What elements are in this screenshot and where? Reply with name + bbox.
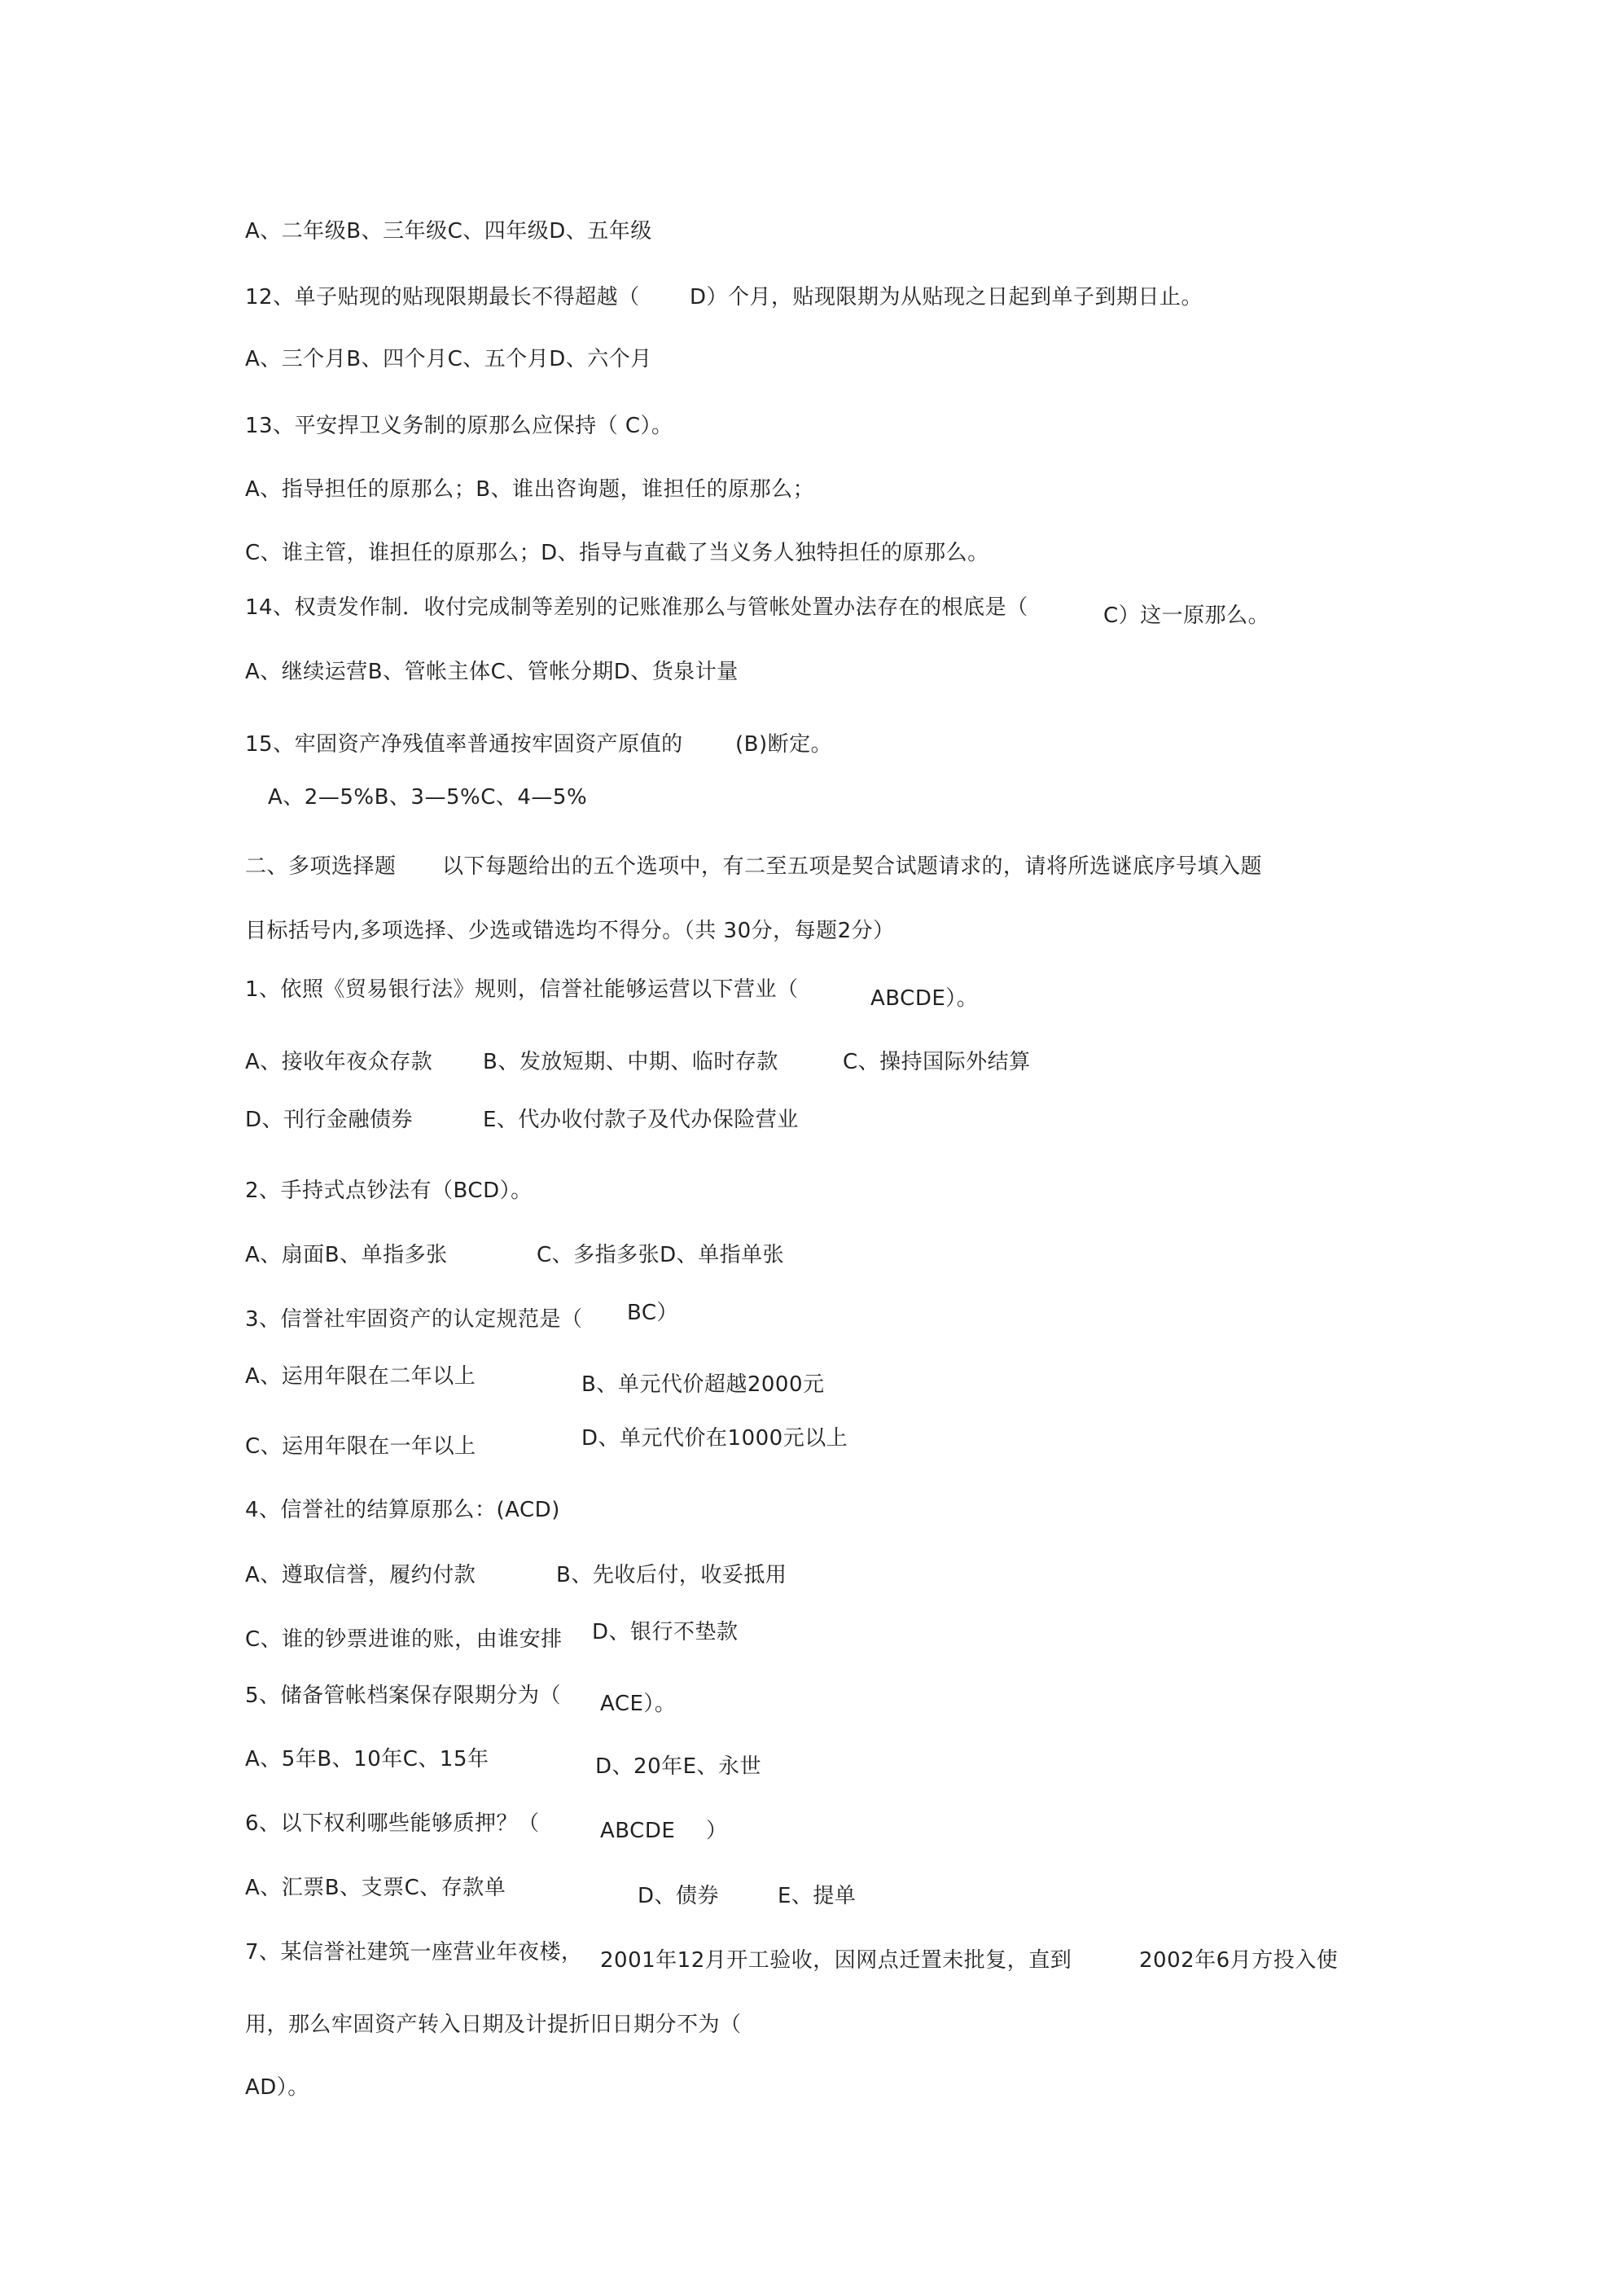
text-line: B、单元代价超越2000元 xyxy=(581,1372,825,1397)
text-line: C、谁主管，谁担任的原那么；D、指导与直截了当义务人独特担任的原那么。 xyxy=(245,541,989,565)
text-line: E、提单 xyxy=(778,1884,857,1908)
text-line: A、指导担任的原那么；B、谁出咨询题，谁担任的原那么； xyxy=(245,477,815,502)
text-line: A、汇票B、支票C、存款单 xyxy=(245,1876,506,1900)
text-line: A、二年级B、三年级C、四年级D、五年级 xyxy=(245,219,652,244)
text-line: 2002年6月方投入使 xyxy=(1139,1948,1339,1973)
text-line: D、刊行金融债券 xyxy=(245,1108,414,1132)
text-line: 2001年12月开工验收，因网点迁置未批复，直到 xyxy=(600,1948,1072,1973)
text-line: D、债券 xyxy=(638,1884,720,1908)
text-line: A、继续运营B、管帐主体C、管帐分期D、货泉计量 xyxy=(245,660,739,684)
text-line: 目标括号内,多项选择、少选或错选均不得分。（共 30分，每题2分） xyxy=(245,919,895,943)
text-line: 2、手持式点钞法有（BCD）。 xyxy=(245,1179,533,1203)
text-line: C、多指多张D、单指单张 xyxy=(537,1243,785,1267)
text-line: D、20年E、永世 xyxy=(595,1754,762,1779)
text-line: (B)断定。 xyxy=(735,732,833,757)
text-line: ACE）。 xyxy=(600,1692,677,1716)
text-line: A、运用年限在二年以上 xyxy=(245,1364,476,1389)
text-line: D、单元代价在1000元以上 xyxy=(581,1426,848,1451)
text-line: 7、某信誉社建筑一座营业年夜楼， xyxy=(245,1940,583,1965)
text-line: C）这一原那么。 xyxy=(1103,604,1270,628)
text-line: 14、权责发作制．收付完成制等差别的记账准那么与管帐处置办法存在的根底是（ xyxy=(245,595,1028,620)
text-line: ） xyxy=(706,1819,728,1843)
text-line: 以下每题给出的五个选项中，有二至五项是契合试题请求的，请将所选谜底序号填入题 xyxy=(442,854,1263,879)
text-line: A、三个月B、四个月C、五个月D、六个月 xyxy=(245,347,652,371)
text-line: C、谁的钞票进谁的账，由谁安排 xyxy=(245,1627,563,1652)
text-line: 13、平安捍卫义务制的原那么应保持（ C）。 xyxy=(245,414,673,438)
text-line: B、先收后付，收妥抵用 xyxy=(556,1563,787,1587)
text-line: 3、信誉社牢固资产的认定规范是（ xyxy=(245,1307,583,1332)
text-line: D、银行不垫款 xyxy=(592,1620,739,1644)
text-line: BC） xyxy=(627,1301,679,1325)
text-line: A、遵取信誉，履约付款 xyxy=(245,1563,476,1587)
text-line: 1、依照《贸易银行法》规则，信誉社能够运营以下营业（ xyxy=(245,977,799,1002)
section-heading: 二、多项选择题 xyxy=(245,854,397,879)
text-line: 用，那么牢固资产转入日期及计提折旧日期分不为（ xyxy=(245,2013,742,2037)
text-line: AD）。 xyxy=(245,2075,309,2100)
text-line: A、接收年夜众存款 xyxy=(245,1050,433,1074)
text-line: ABCDE xyxy=(600,1819,676,1843)
text-line: ABCDE）。 xyxy=(870,986,979,1011)
text-line: 6、以下权利哪些能够质押？（ xyxy=(245,1811,540,1836)
text-line: A、2—5%B、3—5%C、4—5% xyxy=(268,785,588,810)
text-line: 15、牢固资产净残值率普通按牢固资产原值的 xyxy=(245,732,683,757)
text-line: C、操持国际外结算 xyxy=(843,1050,1031,1074)
text-line: E、代办收付款子及代办保险营业 xyxy=(483,1108,799,1132)
text-line: 5、储备管帐档案保存限期分为（ xyxy=(245,1684,562,1708)
text-line: A、扇面B、单指多张 xyxy=(245,1243,448,1267)
text-line: 12、单子贴现的贴现限期最长不得超越（ xyxy=(245,285,640,309)
text-line: 4、信誉社的结算原那么：(ACD) xyxy=(245,1498,560,1522)
text-line: D）个月，贴现限期为从贴现之日起到单子到期日止。 xyxy=(690,285,1203,309)
text-line: A、5年B、10年C、15年 xyxy=(245,1747,489,1771)
text-line: C、运用年限在一年以上 xyxy=(245,1434,476,1459)
text-line: B、发放短期、中期、临时存款 xyxy=(483,1050,778,1074)
